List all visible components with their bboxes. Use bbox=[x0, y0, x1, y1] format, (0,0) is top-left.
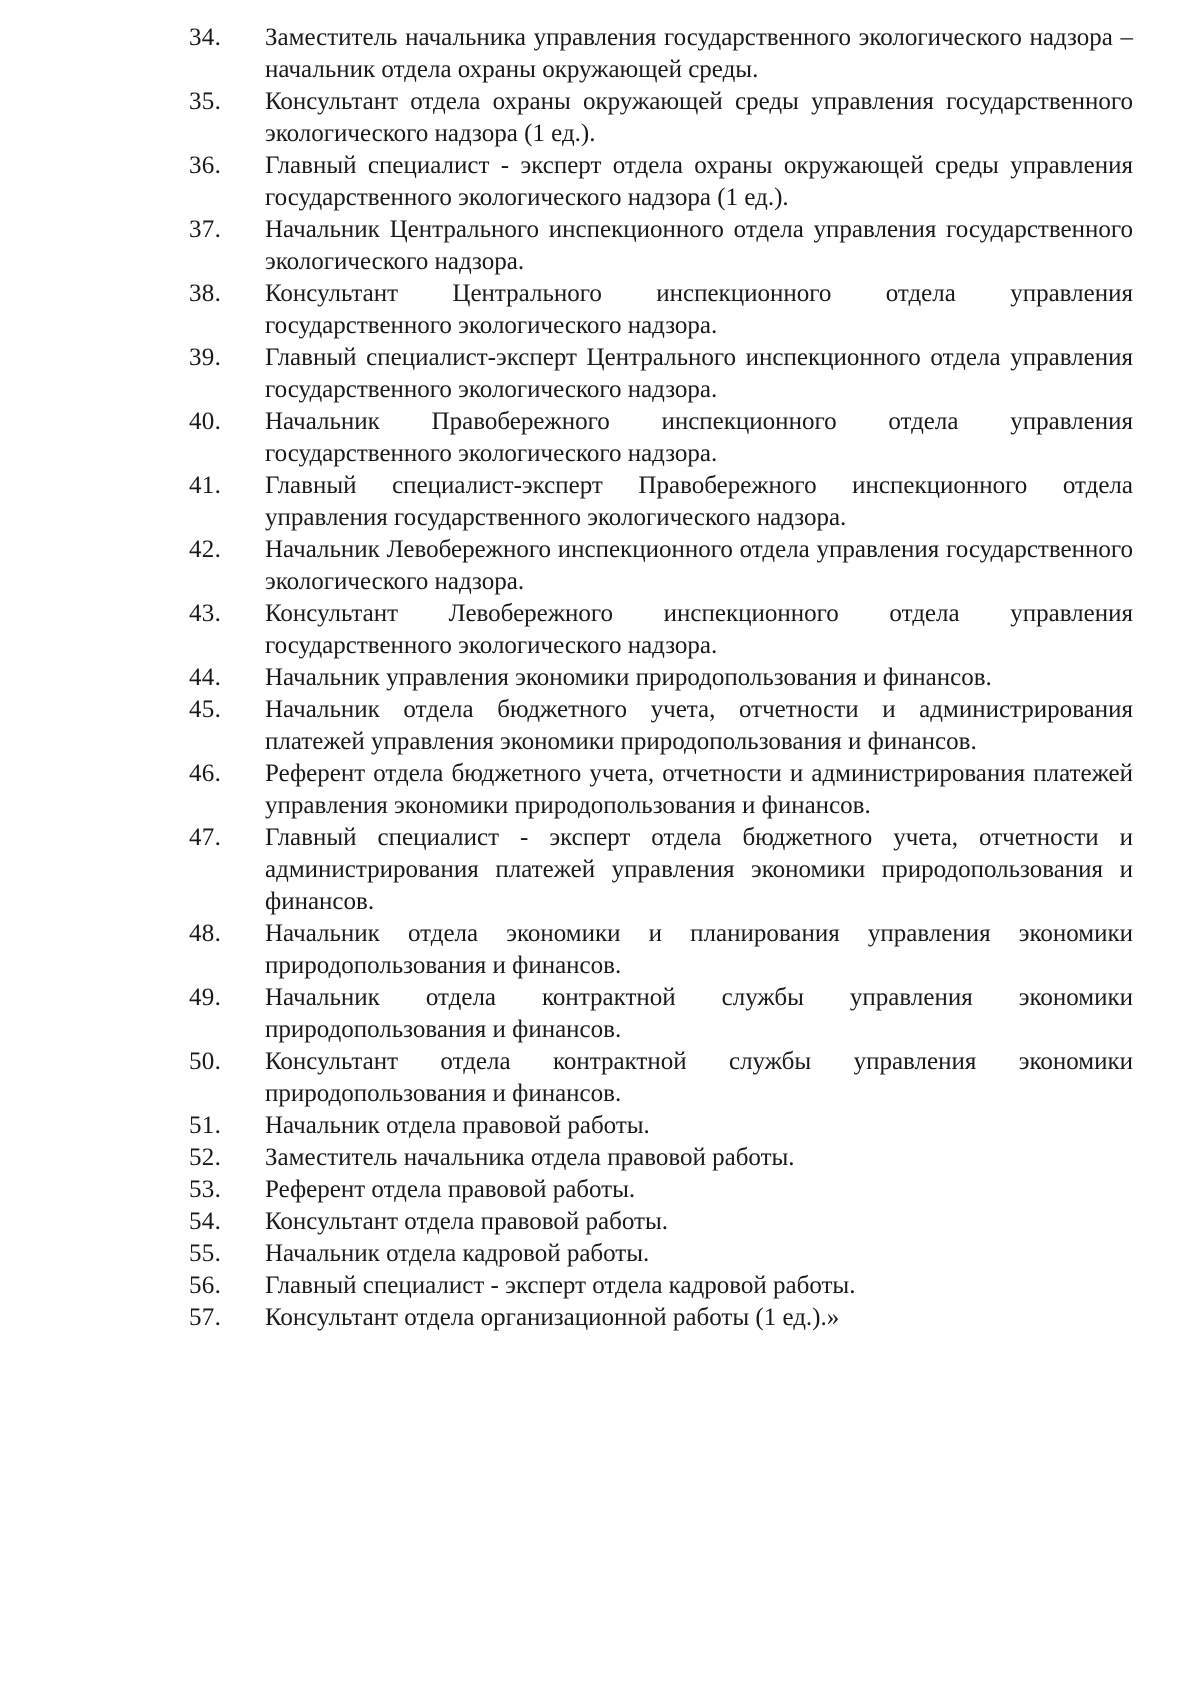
list-item bbox=[0, 1174, 1200, 1206]
item-text: Начальник Центрального инспекционного отдела управления государственного экологического надзора. bbox=[265, 216, 1133, 275]
item-text: Главный специалист - эксперт отдела бюджетного учета, отчетности и администрирования платежей управления экономики природопользования и финансов. bbox=[265, 824, 1133, 915]
item-number: 40. bbox=[189, 408, 222, 435]
item-number: 49. bbox=[189, 984, 222, 1011]
list-item bbox=[0, 278, 1200, 342]
list-item bbox=[0, 918, 1200, 982]
item-text: Начальник отдела бюджетного учета, отчетности и администрирования платежей управления экономики природопользования и финансов. bbox=[265, 696, 1133, 755]
list-item bbox=[0, 982, 1200, 1046]
list-item bbox=[0, 1110, 1200, 1142]
item-text: Консультант Левобережного инспекционного отдела управления государственного экологического надзора. bbox=[265, 600, 1133, 659]
item-text: Начальник отдела экономики и планирования управления экономики природопользования и финансов. bbox=[265, 920, 1133, 979]
item-number: 48. bbox=[189, 920, 222, 947]
list-item bbox=[0, 470, 1200, 534]
item-text: Начальник управления экономики природопользования и финансов. bbox=[265, 664, 992, 691]
list-item bbox=[0, 86, 1200, 150]
item-number: 43. bbox=[189, 600, 222, 627]
item-number: 46. bbox=[189, 760, 222, 787]
item-number: 52. bbox=[189, 1144, 222, 1171]
list-item bbox=[0, 1046, 1200, 1110]
item-text: Референт отдела правовой работы. bbox=[265, 1176, 636, 1203]
item-number: 45. bbox=[189, 696, 222, 723]
list-item bbox=[0, 598, 1200, 662]
list-item bbox=[0, 662, 1200, 694]
item-text: Консультант отдела охраны окружающей среды управления государственного экологического надзора (1 ед.). bbox=[265, 88, 1133, 147]
item-text: Начальник Правобережного инспекционного отдела управления государственного экологического надзора. bbox=[265, 408, 1133, 467]
list-item bbox=[0, 694, 1200, 758]
list-item bbox=[0, 342, 1200, 406]
item-number: 44. bbox=[189, 664, 222, 691]
item-number: 34. bbox=[189, 24, 222, 51]
item-text: Главный специалист - эксперт отдела охраны окружающей среды управления государственного экологического надзора (1 ед.). bbox=[265, 152, 1133, 211]
list-item bbox=[0, 1302, 1200, 1334]
item-number: 41. bbox=[189, 472, 222, 499]
list-item bbox=[0, 822, 1200, 918]
item-number: 51. bbox=[189, 1112, 222, 1139]
item-number: 50. bbox=[189, 1048, 222, 1075]
item-number: 54. bbox=[189, 1208, 222, 1235]
list-item bbox=[0, 406, 1200, 470]
item-text: Консультант отдела контрактной службы управления экономики природопользования и финансов. bbox=[265, 1048, 1133, 1107]
list-item bbox=[0, 1206, 1200, 1238]
item-text: Референт отдела бюджетного учета, отчетности и администрирования платежей управления экономики природопользования и финансов. bbox=[265, 760, 1133, 819]
list-item bbox=[0, 758, 1200, 822]
item-text: Консультант отдела правовой работы. bbox=[265, 1208, 669, 1235]
item-text: Консультант Центрального инспекционного отдела управления государственного экологического надзора. bbox=[265, 280, 1133, 339]
item-number: 47. bbox=[189, 824, 222, 851]
item-text: Главный специалист-эксперт Центрального инспекционного отдела управления государственного экологического надзора. bbox=[265, 344, 1133, 403]
list-item bbox=[0, 150, 1200, 214]
list-item bbox=[0, 214, 1200, 278]
item-number: 35. bbox=[189, 88, 222, 115]
item-number: 37. bbox=[189, 216, 222, 243]
item-number: 39. bbox=[189, 344, 222, 371]
item-text: Заместитель начальника отдела правовой работы. bbox=[265, 1144, 795, 1171]
item-number: 36. bbox=[189, 152, 222, 179]
list-item bbox=[0, 1270, 1200, 1302]
list-item bbox=[0, 534, 1200, 598]
item-number: 38. bbox=[189, 280, 222, 307]
item-text: Главный специалист - эксперт отдела кадровой работы. bbox=[265, 1272, 856, 1299]
item-text: Заместитель начальника управления государственного экологического надзора – начальник отдела охраны окружающей среды. bbox=[265, 24, 1133, 83]
item-number: 57. bbox=[189, 1304, 222, 1331]
item-number: 53. bbox=[189, 1176, 222, 1203]
item-text: Начальник отдела кадровой работы. bbox=[265, 1240, 650, 1267]
item-number: 56. bbox=[189, 1272, 222, 1299]
item-text: Начальник отдела контрактной службы управления экономики природопользования и финансов. bbox=[265, 984, 1133, 1043]
list-item bbox=[0, 1238, 1200, 1270]
item-text: Главный специалист-эксперт Правобережного инспекционного отдела управления государственного экологического надзора. bbox=[265, 472, 1133, 531]
item-number: 42. bbox=[189, 536, 222, 563]
list-item bbox=[0, 1142, 1200, 1174]
item-text: Начальник отдела правовой работы. bbox=[265, 1112, 650, 1139]
item-number: 55. bbox=[189, 1240, 222, 1267]
document-list bbox=[0, 22, 1200, 1334]
item-text: Консультант отдела организационной работы (1 ед.).» bbox=[265, 1304, 840, 1331]
item-text: Начальник Левобережного инспекционного отдела управления государственного экологического надзора. bbox=[265, 536, 1133, 595]
list-item bbox=[0, 22, 1200, 86]
